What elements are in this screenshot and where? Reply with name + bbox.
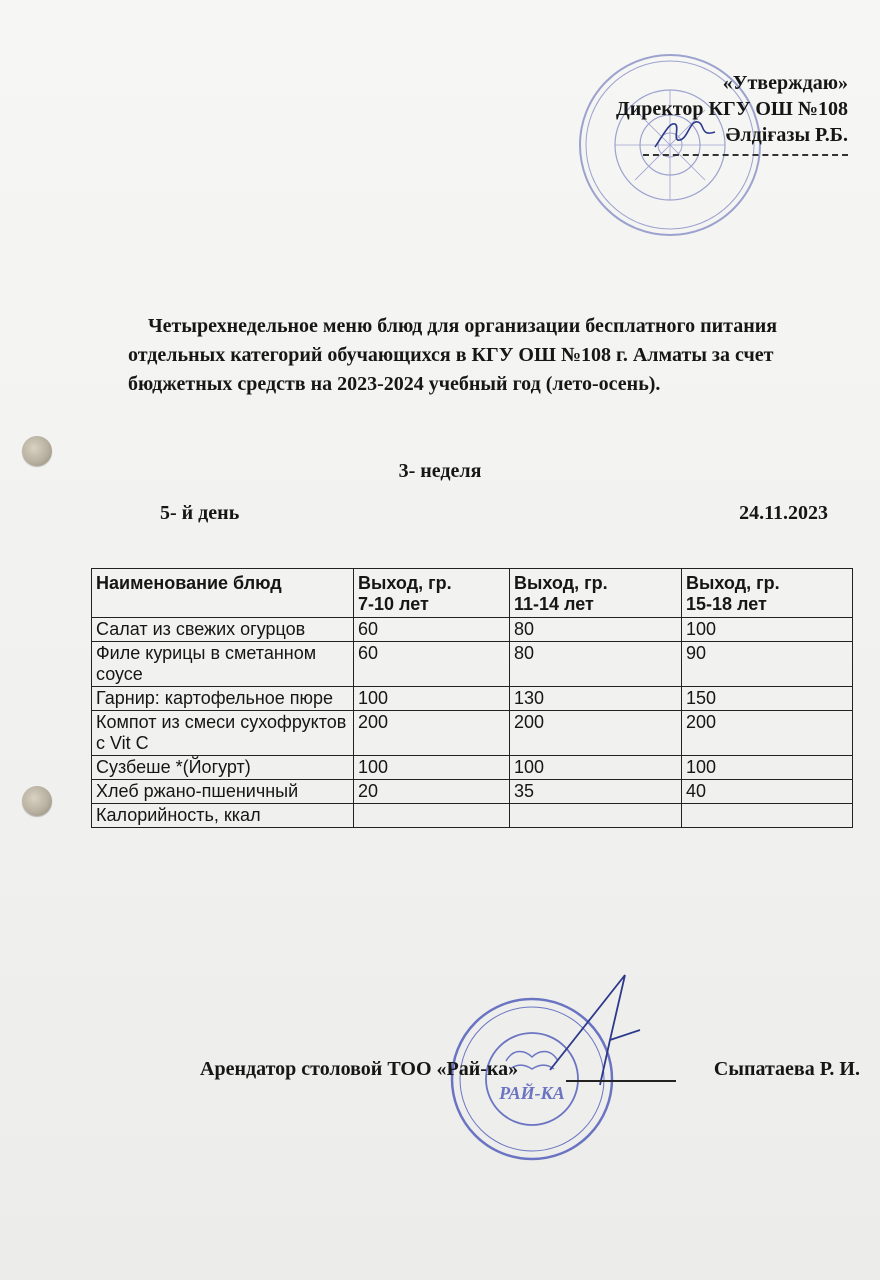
approval-name: Әлдіғазы Р.Б. — [725, 124, 848, 146]
table-row — [92, 618, 853, 642]
stamp-center-text: РАЙ-КА — [499, 1083, 565, 1103]
portion-15-18: 200 — [682, 711, 853, 756]
portion-7-10: 200 — [354, 711, 510, 756]
table-row — [92, 804, 853, 828]
dish-name: Филе курицы в сметанном соусе — [92, 642, 354, 687]
tenant-label: Арендатор столовой ТОО «Рай-ка» — [200, 1058, 519, 1080]
portion-11-14 — [510, 804, 682, 828]
portion-15-18: 100 — [682, 756, 853, 780]
table-row — [92, 756, 853, 780]
document-title — [128, 312, 828, 399]
header-age-11-14: Выход, гр. 11-14 лет — [510, 569, 682, 618]
table-row — [92, 642, 853, 687]
menu-table — [91, 568, 853, 828]
header-age-7-10: Выход, гр. 7-10 лет — [354, 569, 510, 618]
portion-7-10: 60 — [354, 642, 510, 687]
bleed-through — [600, 400, 605, 421]
header-dish-name: Наименование блюд — [92, 569, 354, 618]
binder-hole-bottom — [22, 786, 52, 816]
header-age-15-18: Выход, гр. 15-18 лет — [682, 569, 853, 618]
portion-7-10: 60 — [354, 618, 510, 642]
portion-11-14: 80 — [510, 642, 682, 687]
day-label: 5- й день — [160, 502, 240, 524]
portion-15-18: 100 — [682, 618, 853, 642]
tenant-name: Сыпатаева Р. И. — [713, 1058, 860, 1080]
title-line-1: Четырехнедельное меню блюд для организации бесплатного питания — [148, 315, 778, 337]
portion-11-14: 200 — [510, 711, 682, 756]
dish-name: Компот из смеси сухофруктов с Vit C — [92, 711, 354, 756]
title-line-2: отдельных категорий обучающихся в КГУ ОШ №108 г. Алматы за счет — [128, 344, 774, 366]
portion-15-18: 90 — [682, 642, 853, 687]
dish-name: Салат из свежих огурцов — [92, 618, 354, 642]
director-signature — [650, 112, 720, 152]
tenant-signature — [540, 970, 650, 1090]
portion-11-14: 35 — [510, 780, 682, 804]
table-row — [92, 780, 853, 804]
portion-11-14: 130 — [510, 687, 682, 711]
approval-heading: «Утверждаю» — [722, 72, 848, 94]
table-row — [92, 687, 853, 711]
portion-7-10: 20 — [354, 780, 510, 804]
dish-name: Гарнир: картофельное пюре — [92, 687, 354, 711]
portion-7-10: 100 — [354, 687, 510, 711]
footer-signature-line — [566, 1080, 676, 1082]
dish-name: Калорийность, ккал — [92, 804, 354, 828]
portion-15-18 — [682, 804, 853, 828]
portion-15-18: 150 — [682, 687, 853, 711]
approval-position: Директор КГУ ОШ №108 — [615, 98, 848, 120]
portion-15-18: 40 — [682, 780, 853, 804]
portion-7-10 — [354, 804, 510, 828]
title-line-3: бюджетных средств на 2023-2024 учебный год (лето-осень). — [128, 373, 661, 395]
table-header-row — [92, 569, 853, 618]
dish-name: Хлеб ржано-пшеничный — [92, 780, 354, 804]
portion-11-14: 100 — [510, 756, 682, 780]
dish-name: Сузбеше *(Йогурт) — [92, 756, 354, 780]
table-row — [92, 711, 853, 756]
portion-11-14: 80 — [510, 618, 682, 642]
date-label: 24.11.2023 — [739, 502, 828, 524]
portion-7-10: 100 — [354, 756, 510, 780]
week-label: 3- неделя — [398, 460, 482, 482]
